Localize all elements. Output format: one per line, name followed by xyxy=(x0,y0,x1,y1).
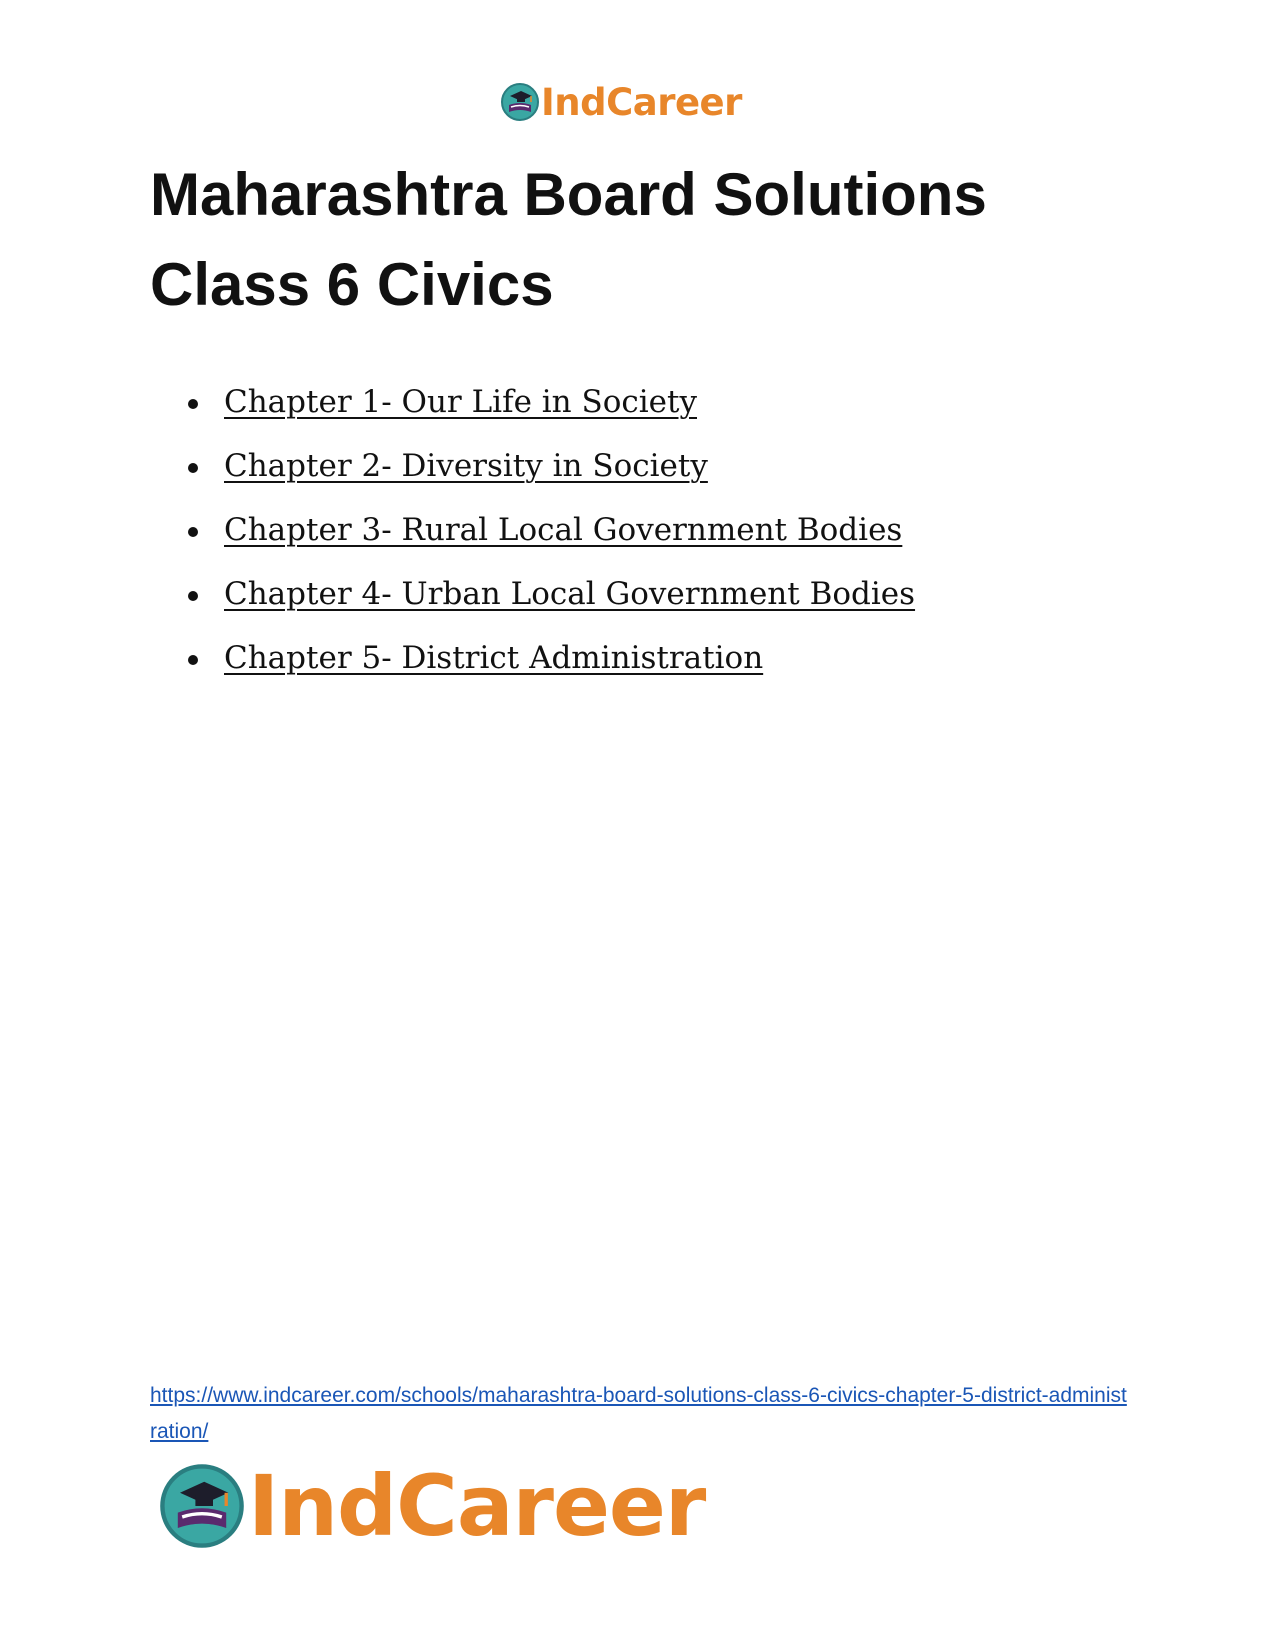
footer-logo xyxy=(158,1456,705,1556)
list-item xyxy=(150,434,915,498)
indcareer-logo-icon xyxy=(500,82,540,122)
chapter-1-link[interactable]: Chapter 1- Our Life in Society xyxy=(224,384,697,420)
header-logo xyxy=(500,80,742,124)
chapter-list xyxy=(150,370,915,690)
indcareer-logo-icon xyxy=(158,1462,246,1550)
footer-url-link[interactable]: https://www.indcareer.com/schools/maharashtra-board-solutions-class-6-civics-chapter-5-district-administration/ xyxy=(150,1384,1127,1443)
chapter-3-link[interactable]: Chapter 3- Rural Local Government Bodies xyxy=(224,512,903,548)
chapter-2-link[interactable]: Chapter 2- Diversity in Society xyxy=(224,448,708,484)
bullet-icon xyxy=(188,399,198,409)
logo-text: IndCareer xyxy=(541,80,742,124)
chapter-4-link[interactable]: Chapter 4- Urban Local Government Bodies xyxy=(224,576,916,612)
page-title: Maharashtra Board Solutions Class 6 Civics xyxy=(150,161,987,318)
chapter-5-link[interactable]: Chapter 5- District Administration xyxy=(224,640,764,676)
list-item xyxy=(150,498,915,562)
bullet-icon xyxy=(188,655,198,665)
list-item xyxy=(150,370,915,434)
logo-text: IndCareer xyxy=(248,1457,706,1555)
list-item xyxy=(150,626,915,690)
bullet-icon xyxy=(188,527,198,537)
list-item xyxy=(150,562,915,626)
bullet-icon xyxy=(188,591,198,601)
bullet-icon xyxy=(188,463,198,473)
